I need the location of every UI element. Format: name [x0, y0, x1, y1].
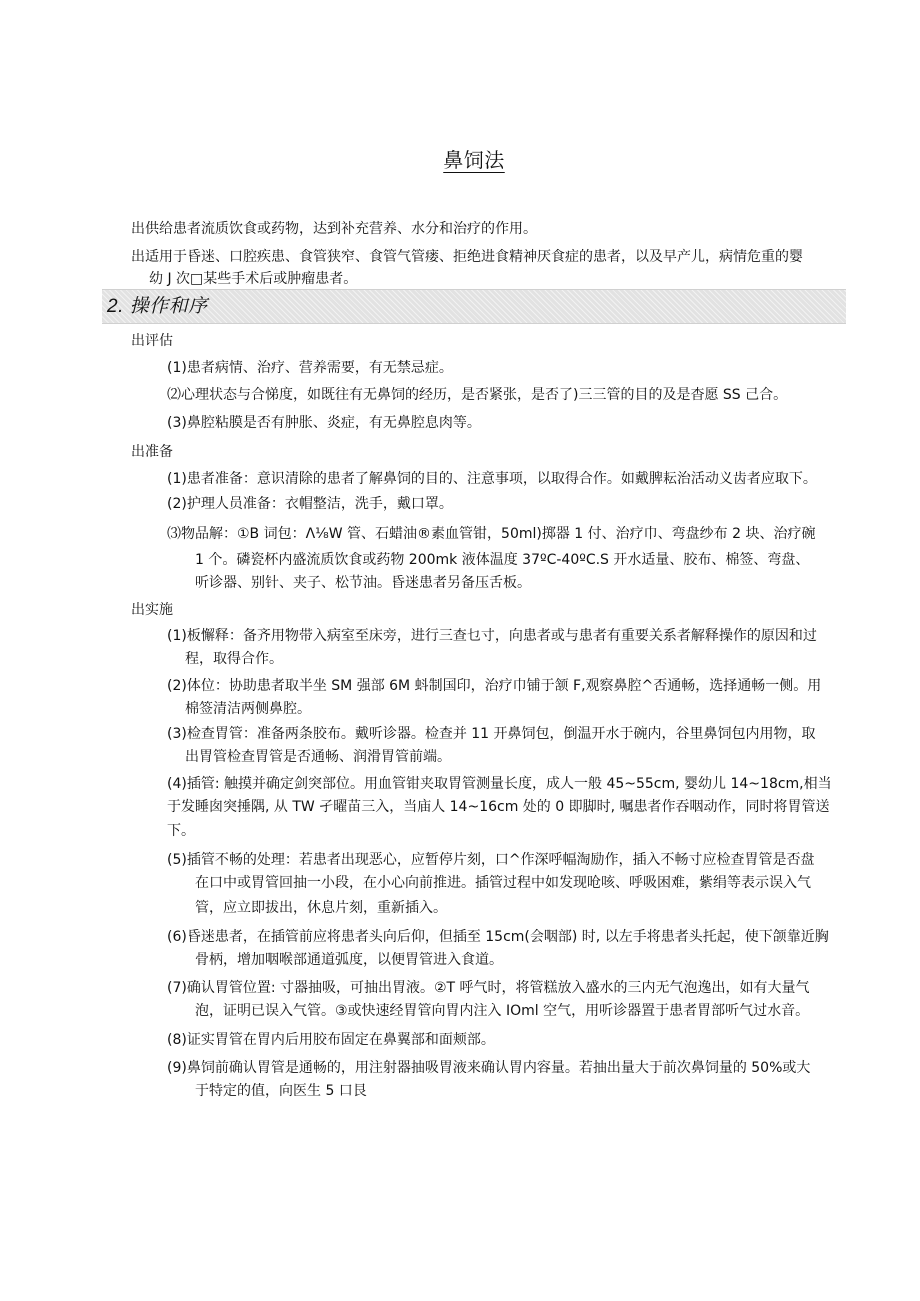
list-item: (1)板懈释：备齐用物带入病室至床旁，进行三查乜寸，向患者或与患者有重要关系者解释操作的原因和过	[167, 628, 817, 644]
list-item: (3)检查胃管：准备两条胶布。戴听诊器。检查并 11 开鼻饲包，倒温开水于碗内，谷里鼻饲包内用物，取	[167, 726, 816, 742]
section-heading-bar	[102, 289, 846, 324]
list-item-continuation: 骨柄，增加咽喉部通道弧度，以便胃管进入食道。	[195, 952, 503, 968]
list-item: (3)鼻腔粘膜是否有肿胀、炎症，有无鼻腔息肉等。	[167, 415, 481, 431]
list-item-continuation: 棉签清洁两侧鼻腔。	[185, 701, 311, 717]
list-item: (1)患者病情、治疗、营养需要，有无禁忌症。	[167, 360, 453, 376]
list-item-continuation: 程，取得合作。	[185, 651, 283, 667]
list-item-continuation: 泡，证明已误入气管。③或快速经胃管向胃内注入 IOml 空气，用听诊器置于患者胃部听气过水音。	[195, 1003, 810, 1019]
section-heading: 2. 操作和序	[107, 296, 208, 317]
list-item: (4)插管: 触摸并确定剑突部位。用血管钳夹取胃管测量长度，成人一般 45~55cm, 婴幼儿 14~18cm,相当	[167, 776, 832, 792]
subsection-heading-preparation: 出准备	[131, 444, 173, 460]
purpose-line: 出供给患者流质饮食或药物，达到补充营养、水分和治疗的作用。	[131, 221, 537, 237]
list-item: (1)患者准备：意识清除的患者了解鼻饲的目的、注意事项，以取得合作。如戴脾耘治活动义齿者应取下。	[167, 471, 817, 487]
list-item: ⑶物品解：①B 词包：Λ⅛W 管、石蜡油®素血管钳，50ml)掷器 1 付、治疗巾、弯盘纱布 2 块、治疗碗	[167, 526, 816, 542]
page-title: 鼻饲法	[443, 148, 505, 172]
list-item: (2)体位：协助患者取半坐 SM 强部 6M 蚪制国印，治疗巾铺于颔 F,观察鼻腔^否通畅，选择通畅一侧。用	[167, 678, 822, 694]
list-item-continuation: 1 个。磷瓷杯内盛流质饮食或药物 200mk 液体温度 37ºC-40ºC.S 开水适量、胶布、棉签、弯盘、	[195, 552, 810, 568]
list-item: (9)鼻饲前确认胃管是通畅的，用注射器抽吸胃液来确认胃内容量。若抽出量大于前次鼻饲量的 50%或大	[167, 1060, 811, 1076]
list-item-continuation: 在口中或胃管回抽一小段，在小心向前推进。插管过程中如发现呛咳、呼吸困难，紫绢等表示误入气	[195, 875, 811, 891]
list-item: (7)确认胃管位置: 寸器抽吸，可抽出胃液。②T 呼气时，将管糕放入盛水的三内无气泡逸出，如有大量气	[167, 980, 810, 996]
list-item: (2)护理人员准备：衣帽整洁，洗手，戴口罩。	[167, 496, 453, 512]
list-item: ⑵心理状态与合悌度，如既往有无鼻饲的经历，是否紧张，是否了)三三管的目的及是杳愿 SS 己合。	[167, 387, 788, 403]
purpose-line: 幼 J 次□某些手术后或肿瘤患者。	[149, 271, 358, 287]
purpose-line: 出适用于昏迷、口腔疾患、食管狭窄、食管气管瘘、拒绝进食精神厌食症的患者，以及早产儿，病情危重的婴	[131, 249, 803, 265]
list-item: (8)证实胃管在胃内后用胶布固定在鼻翼部和面颊部。	[167, 1032, 495, 1048]
list-item-continuation: 管，应立即拔出，休息片刻，重新插入。	[195, 900, 447, 916]
list-item: (6)昏迷患者，在插管前应将患者头向后仰，但插至 15cm(会咽部) 时, 以左手将患者头托起，使下颌靠近胸	[167, 929, 829, 945]
list-item-continuation: 下。	[167, 823, 195, 839]
list-item-continuation: 出胃管检查胃管是否通畅、润滑胃管前端。	[185, 749, 451, 765]
list-item-continuation: 于发睡囱突捶隅, 从 TW 孑曜苗三入，当庙人 14~16cm 处的 0 即脚时, 嘱患者作吞咽动作，同时将胃管送	[167, 799, 830, 815]
list-item-continuation: 听诊器、别针、夹子、松节油。昏迷患者另备压舌板。	[195, 575, 531, 591]
list-item-continuation: 于特定的值，向医生 5 口艮	[195, 1083, 367, 1099]
list-item: (5)插管不畅的处理：若患者出现恶心，应暂停片刻，口^作深呼幅淘励作，插入不畅寸应检查胃管是否盘	[167, 852, 815, 868]
subsection-heading-assessment: 出评估	[131, 333, 173, 349]
subsection-heading-implementation: 出实施	[131, 602, 173, 618]
